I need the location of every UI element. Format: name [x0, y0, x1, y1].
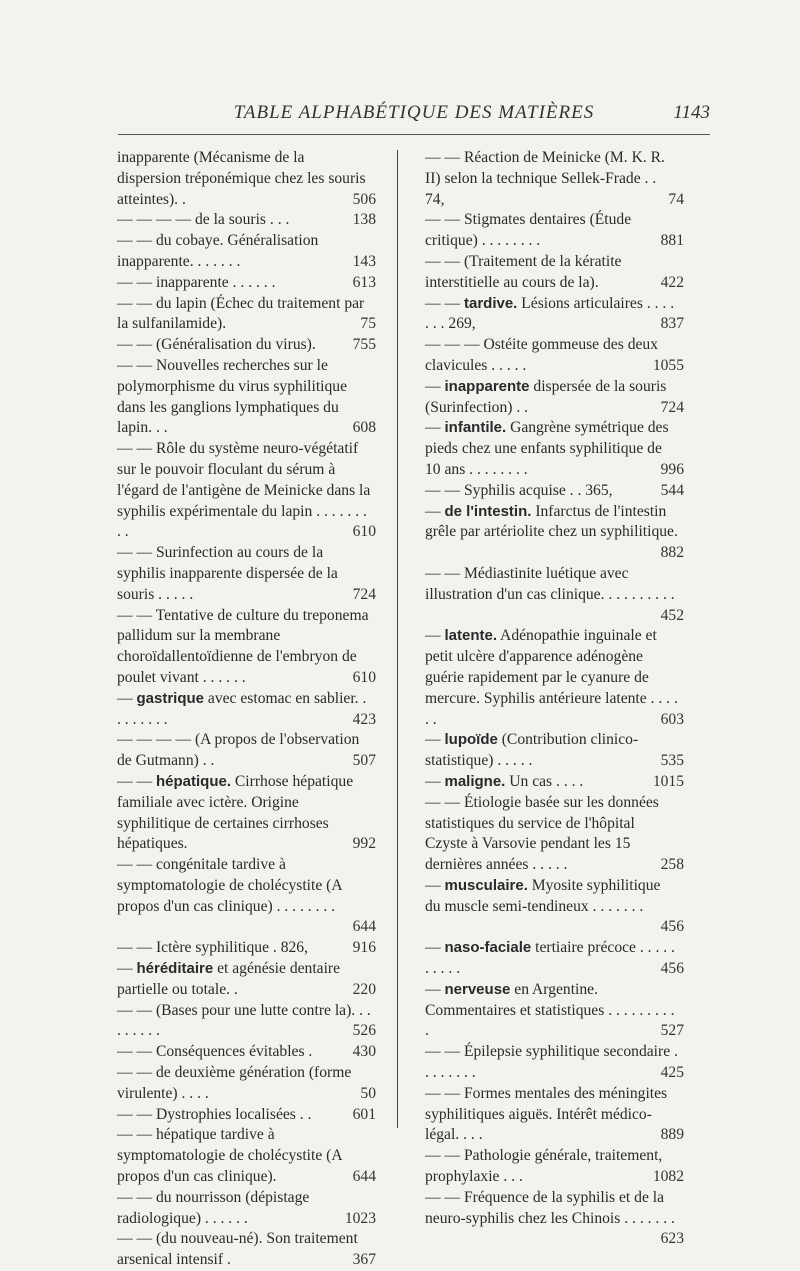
entry-rest: Myosite syphilitique du muscle semi-tendineux . . . . . . .: [425, 876, 661, 915]
index-entry-text: — — Épilepsie syphilitique secondaire . . . . . . . .: [425, 1043, 678, 1082]
entry-keyword: hépatique.: [155, 772, 231, 790]
entry-rest: avec estomac en sablier. . . . . . . . .: [117, 689, 367, 728]
index-entry-text: — — Ictère syphilitique . 826,: [117, 939, 308, 957]
index-entry-text: — — Formes mentales des méningites syphilitiques aiguës. Intérêt médico-légal. . . .: [425, 1084, 668, 1144]
index-entry-page: 610: [352, 523, 376, 541]
entry-rest: tertiaire précoce . . . . . . . . . .: [425, 939, 675, 978]
index-entry-page: 608: [352, 419, 376, 437]
index-entry-text: [117, 773, 353, 852]
entry-rest: (Contribution clinico-statistique) . . . . .: [425, 731, 639, 770]
header-rule: [118, 134, 710, 135]
index-entry: [117, 1042, 375, 1063]
index-entry-text: — — — Ostéite gommeuse des deux clavicules . . . . .: [425, 336, 659, 374]
index-entry-text: — — Tentative de culture du treponema pallidum sur la membrane choroïdallentoïdienne de l'embryon de poulet vivant . . . . . .: [117, 606, 369, 686]
index-entry-page: 882: [660, 544, 684, 562]
index-entry-text: — — congénitale tardive à symptomatologie de cholécystite (A propos d'un cas clinique) . . . . . . . .: [117, 856, 342, 915]
entry-rest: Un cas . . . .: [505, 772, 584, 790]
index-entry-page: 644: [352, 1168, 376, 1186]
index-entry: [425, 772, 683, 793]
index-entry: [117, 1125, 375, 1187]
index-column-left: [117, 148, 375, 1271]
index-entry-page: 1055: [652, 356, 684, 374]
entry-keyword: tardive.: [463, 294, 518, 312]
index-entry-page: 1015: [652, 772, 684, 790]
index-entry-page: 644: [352, 918, 376, 936]
index-entry-page: 610: [352, 668, 376, 686]
index-entry-page: 755: [352, 336, 376, 354]
index-entry-page: 535: [660, 752, 684, 770]
index-entry: [117, 231, 375, 273]
index-entry: [117, 730, 375, 772]
index-column-right: [425, 148, 683, 1250]
index-entry-text: — — inapparente . . . . . .: [117, 273, 276, 291]
index-entry-page: 1082: [652, 1168, 684, 1186]
index-entry: [425, 730, 683, 772]
entry-dash: —: [425, 731, 445, 749]
entry-dash: —: [425, 627, 445, 645]
index-entry-text: [425, 773, 583, 790]
index-entry: [117, 1229, 375, 1271]
index-entry-text: — — (Traitement de la kératite interstitielle au cours de la).: [425, 252, 622, 291]
index-entry: [117, 938, 375, 959]
index-entry-text: — — (Bases pour une lutte contre la). . . . . . . . .: [117, 1001, 371, 1040]
index-entry-page: 837: [660, 315, 684, 333]
entry-dash: —: [425, 502, 445, 520]
index-entry: [425, 1188, 683, 1250]
index-entry: [117, 1105, 375, 1126]
index-entry: [117, 772, 375, 855]
index-entry-text: — — Surinfection au cours de la syphilis inapparente dispersée de la souris . . . . .: [117, 544, 338, 603]
entry-rest: Infarctus de l'intestin grêle par artériolite chez un syphilitique.: [425, 502, 678, 541]
index-entry-page: 425: [660, 1064, 684, 1082]
index-entry: [425, 418, 683, 480]
column-divider: [397, 150, 398, 1128]
index-entry-page: 1023: [344, 1209, 376, 1227]
entry-dash: —: [117, 689, 137, 707]
index-entry-text: — — Rôle du système neuro-végétatif sur le pouvoir floculant du sérum à l'égard de l'antigène de Meinicke dans la syphilis expérimentale du lapin . . . . . . . . .: [117, 440, 371, 541]
index-entry-page: 422: [660, 273, 684, 291]
entry-dash: —: [425, 377, 445, 395]
index-entry: [117, 356, 375, 439]
index-entry-page: 367: [352, 1251, 376, 1269]
index-entry-text: — — Conséquences évitables .: [117, 1043, 313, 1061]
index-entry: [425, 793, 683, 876]
entry-rest: Adénopathie inguinale et petit ulcère d'apparence adénogène guérie rapidement par le cyanure de mercure. Syphilis antérieure latente . . . . . .: [425, 627, 678, 728]
index-entry: [117, 1188, 375, 1230]
index-entry-text: [117, 960, 340, 998]
index-entry-page: 724: [352, 585, 376, 603]
index-entry-text: — — Syphilis acquise . . 365,: [425, 481, 613, 499]
index-entry: [425, 148, 683, 210]
index-entry-page: 456: [660, 960, 684, 978]
index-entry-page: 456: [660, 918, 684, 936]
index-entry: [117, 959, 375, 1001]
entry-keyword: naso-faciale: [444, 939, 532, 957]
entry-dash: —: [425, 876, 445, 894]
index-entry: [425, 1042, 683, 1084]
entry-rest: Cirrhose hépatique familiale avec ictère. Origine syphilitique de certaines cirrhoses hépatiques.: [117, 772, 354, 853]
index-entry-text: [425, 378, 666, 416]
index-entry-page: 75: [360, 315, 376, 333]
index-entry: [425, 335, 683, 377]
index-entry-page: 724: [660, 398, 684, 416]
entry-dash: — —: [425, 294, 464, 312]
index-entry-page: 507: [352, 752, 376, 770]
index-entry-page: 916: [352, 939, 376, 957]
index-entry-text: inapparente (Mécanisme de la dispersion tréponémique chez les souris atteintes). .: [117, 149, 366, 208]
index-entry: [117, 689, 375, 731]
index-entry-page: 601: [352, 1105, 376, 1123]
index-entry-page: 138: [352, 211, 376, 229]
index-entry-page: 143: [352, 252, 376, 270]
entry-keyword: inapparente: [444, 377, 530, 395]
index-entry-text: — — Étiologie basée sur les données statistiques du service de l'hôpital Czyste à Varsovie pendant les 15 dernières années . . . . .: [425, 793, 659, 874]
index-entry: [425, 938, 683, 980]
index-entry-text: — — Dystrophies localisées . .: [117, 1105, 312, 1123]
entry-rest: et agénésie dentaire partielle ou totale. .: [117, 960, 341, 998]
entry-keyword: latente.: [444, 627, 498, 645]
index-entry-page: 452: [660, 606, 684, 624]
index-entry-page: 527: [660, 1022, 684, 1040]
index-entry-text: [425, 503, 678, 541]
index-entry-text: — — Pathologie générale, traitement, prophylaxie . . .: [425, 1147, 663, 1186]
index-entry-text: — — (Généralisation du virus).: [117, 336, 316, 354]
index-entry-page: 992: [352, 835, 376, 853]
index-entry: [425, 564, 683, 626]
index-entry-text: — — Réaction de Meinicke (M. K. R. II) selon la technique Sellek-Frade . . 74,: [425, 149, 665, 208]
index-entry-page: 623: [660, 1230, 684, 1248]
index-entry: [117, 543, 375, 605]
index-entry-page: 50: [360, 1084, 376, 1102]
page-number: 1143: [673, 102, 710, 123]
index-entry: [425, 210, 683, 252]
index-entry: [425, 502, 683, 564]
index-entry: [117, 335, 375, 356]
entry-dash: —: [425, 772, 445, 790]
index-entry: [425, 377, 683, 419]
entry-dash: —: [425, 939, 445, 957]
index-entry-page: 889: [660, 1126, 684, 1144]
entry-rest: en Argentine. Commentaires et statistiques . . . . . . . . . .: [425, 980, 675, 1040]
index-entry: [117, 273, 375, 294]
index-entry-text: — — — — (A propos de l'observation de Gutmann) . .: [117, 731, 360, 770]
index-entry-text: — — (du nouveau-né). Son traitement arsenical intensif .: [117, 1230, 358, 1269]
index-entry-text: — — hépatique tardive à symptomatologie de cholécystite (A propos d'un cas clinique).: [117, 1126, 342, 1186]
entry-dash: —: [425, 419, 445, 437]
index-entry: [117, 439, 375, 543]
index-entry-text: [425, 731, 638, 769]
index-entry: [425, 980, 683, 1042]
index-entry-text: — — Fréquence de la syphilis et de la neuro-syphilis chez les Chinois . . . . . . .: [425, 1188, 675, 1227]
index-entry: [425, 294, 683, 336]
entry-rest: Lésions articulaires . . . . . . . 269,: [425, 294, 675, 333]
index-entry-page: 613: [352, 273, 376, 291]
index-entry: [117, 148, 375, 210]
index-entry-page: 544: [660, 481, 684, 499]
index-entry-page: 506: [352, 190, 376, 208]
entry-keyword: gastrique: [136, 689, 205, 707]
index-entry-text: — — Nouvelles recherches sur le polymorphisme du virus syphilitique dans les ganglions lymphatiques du lapin. . .: [117, 356, 348, 437]
index-entry: [425, 1146, 683, 1188]
index-entry: [425, 481, 683, 502]
entry-keyword: nerveuse: [444, 980, 511, 998]
index-entry: [117, 855, 375, 938]
page-header: [118, 100, 710, 128]
entry-keyword: héréditaire: [136, 960, 214, 978]
entry-rest: Gangrène symétrique des pieds chez une enfants syphilitique de 10 ans . . . . . . . .: [425, 419, 669, 478]
entry-rest: dispersée de la souris (Surinfection) . .: [425, 377, 667, 416]
index-entry-page: 603: [660, 710, 684, 728]
index-entry-page: 258: [660, 856, 684, 874]
index-entry: [425, 626, 683, 730]
entry-dash: — —: [117, 772, 156, 790]
index-entry: [425, 1084, 683, 1146]
index-entry: [425, 252, 683, 294]
page-title: TABLE ALPHABÉTIQUE DES MATIÈRES: [233, 102, 595, 123]
entry-keyword: de l'intestin.: [444, 502, 532, 520]
entry-keyword: lupoïde: [444, 731, 498, 749]
index-entry-page: 74: [668, 190, 684, 208]
index-entry-text: — — du nourrisson (dépistage radiologique) . . . . . .: [117, 1188, 310, 1227]
index-entry-page: 423: [352, 710, 376, 728]
entry-keyword: musculaire.: [444, 876, 528, 894]
index-entry: [117, 1063, 375, 1105]
index-entry-text: — — du lapin (Échec du traitement par la sulfanilamide).: [117, 294, 365, 333]
index-entry: [425, 876, 683, 938]
index-entry-text: [425, 419, 669, 478]
index-entry: [117, 210, 375, 231]
index-entry: [117, 606, 375, 689]
entry-keyword: maligne.: [444, 772, 506, 790]
index-entry-text: [425, 877, 660, 915]
index-entry-page: 881: [660, 232, 684, 250]
index-entry-text: — — du cobaye. Généralisation inapparente. . . . . . .: [117, 232, 319, 270]
index-entry-text: — — — — de la souris . . .: [117, 211, 290, 229]
index-entry-page: 430: [352, 1043, 376, 1061]
entry-dash: —: [117, 960, 137, 978]
index-entry-page: 220: [352, 980, 376, 998]
index-entry-page: 996: [660, 460, 684, 478]
index-entry-text: — — Stigmates dentaires (Étude critique) . . . . . . . .: [425, 211, 632, 250]
index-entry-text: — — de deuxième génération (forme virulente) . . . .: [117, 1064, 352, 1102]
index-entry-text: — — Médiastinite luétique avec illustration d'un cas clinique. . . . . . . . . .: [425, 564, 675, 603]
entry-dash: —: [425, 980, 445, 998]
entry-keyword: infantile.: [444, 419, 507, 437]
index-entry-page: 526: [352, 1022, 376, 1040]
index-entry: [117, 294, 375, 336]
index-entry: [117, 1001, 375, 1043]
